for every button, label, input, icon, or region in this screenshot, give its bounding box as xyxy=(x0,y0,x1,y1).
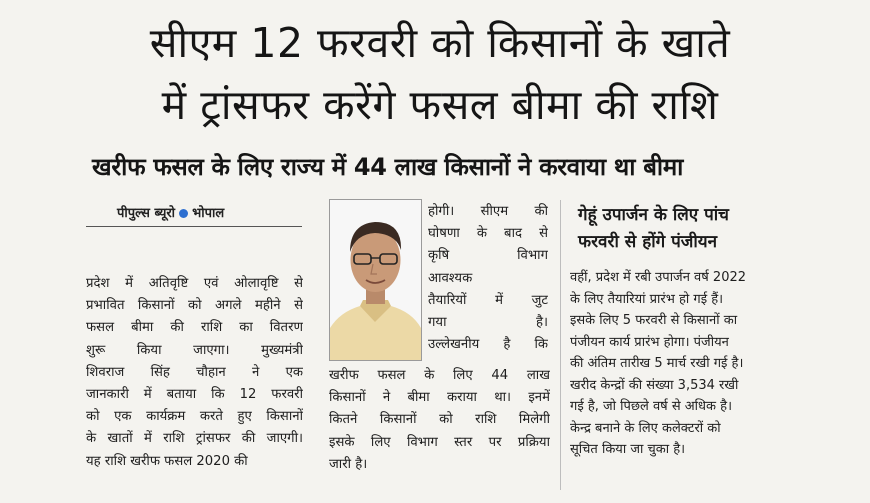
headline-line-1: सीएम 12 फरवरी को किसानों के खाते xyxy=(149,19,731,67)
text-line: को एक कार्यक्रम करते हुए किसानों xyxy=(86,409,303,425)
text-line: के लिए तैयारियां प्रारंभ हो गई हैं। xyxy=(570,291,724,307)
text-line: प्रभावित किसानों को अगले महीने से xyxy=(86,298,303,314)
sidebar-text xyxy=(570,267,794,461)
text-line: कितने किसानों को राशि मिलेगी xyxy=(329,412,550,428)
text-line: आवश्यक xyxy=(428,270,473,286)
text-line: खरीद केन्द्रों की संख्या 3,534 रखी xyxy=(570,377,739,393)
text-line: प्रदेश में अतिवृष्टि एवं ओलावृष्टि से xyxy=(86,276,303,291)
text-line: इसके लिए 5 फरवरी से किसानों का xyxy=(570,313,738,328)
byline xyxy=(117,203,302,221)
article-column-2-top xyxy=(428,201,548,356)
text-line: उल्लेखनीय है कि xyxy=(428,337,548,353)
text-line: केन्द्र बनाने के लिए कलेक्टरों को xyxy=(570,420,721,436)
text-line: फसल बीमा की राशि का वितरण xyxy=(86,320,303,336)
text-line: घोषणा के बाद से xyxy=(428,226,548,242)
text-line: किसानों ने बीमा कराया था। इनमें xyxy=(329,390,550,406)
text-line: सूचित किया जा चुका है। xyxy=(570,442,686,457)
byline-rule xyxy=(86,226,302,227)
text-line: गया है। xyxy=(428,315,548,331)
bullet-dot-icon xyxy=(179,209,188,218)
headline-line-2: में ट्रांसफर करेंगे फसल बीमा की राशि xyxy=(161,81,719,129)
article-column-1 xyxy=(86,273,303,473)
text-line: वहीं, प्रदेश में रबी उपार्जन वर्ष 2022 xyxy=(570,270,747,285)
text-line: शिवराज सिंह चौहान ने एक xyxy=(86,364,303,380)
text-line: यह राशि खरीफ फसल 2020 की xyxy=(86,453,248,469)
chief-minister-photo xyxy=(329,199,422,361)
byline-city: भोपाल xyxy=(192,206,225,221)
text-line: शुरू किया जाएगा। मुख्यमंत्री xyxy=(86,342,303,358)
sidebar-heading-line-1: गेहूं उपार्जन के लिए पांच xyxy=(578,205,729,225)
portrait-illustration xyxy=(330,200,421,360)
text-line: खरीफ फसल के लिए 44 लाख xyxy=(329,368,550,383)
text-line: जारी है। xyxy=(329,456,368,472)
text-line: के खातों में राशि ट्रांसफर की जाएगी। xyxy=(86,431,303,447)
text-line: इसके लिए विभाग स्तर पर प्रक्रिया xyxy=(329,434,550,450)
text-line: की अंतिम तारीख 5 मार्च रखी गई है। xyxy=(570,356,744,371)
subheadline: खरीफ फसल के लिए राज्य में 44 लाख किसानों ने करवाया था बीमा xyxy=(92,153,684,181)
text-line: पंजीयन कार्य प्रारंभ होगा। पंजीयन xyxy=(570,334,729,350)
column-divider xyxy=(560,200,561,490)
text-line: तैयारियों में जुट xyxy=(428,292,548,308)
sidebar-heading xyxy=(578,202,790,256)
text-line: जानकारी में बताया कि 12 फरवरी xyxy=(86,387,303,403)
text-line: गई है, जो पिछले वर्ष से अधिक है। xyxy=(570,399,732,414)
article-column-2-bottom xyxy=(329,365,550,476)
byline-source: पीपुल्स ब्यूरो xyxy=(117,206,176,221)
text-line: कृषि विभाग xyxy=(428,248,548,264)
sidebar-heading-line-2: फरवरी से होंगे पंजीयन xyxy=(578,232,718,252)
text-line: होगी। सीएम की xyxy=(428,204,548,219)
